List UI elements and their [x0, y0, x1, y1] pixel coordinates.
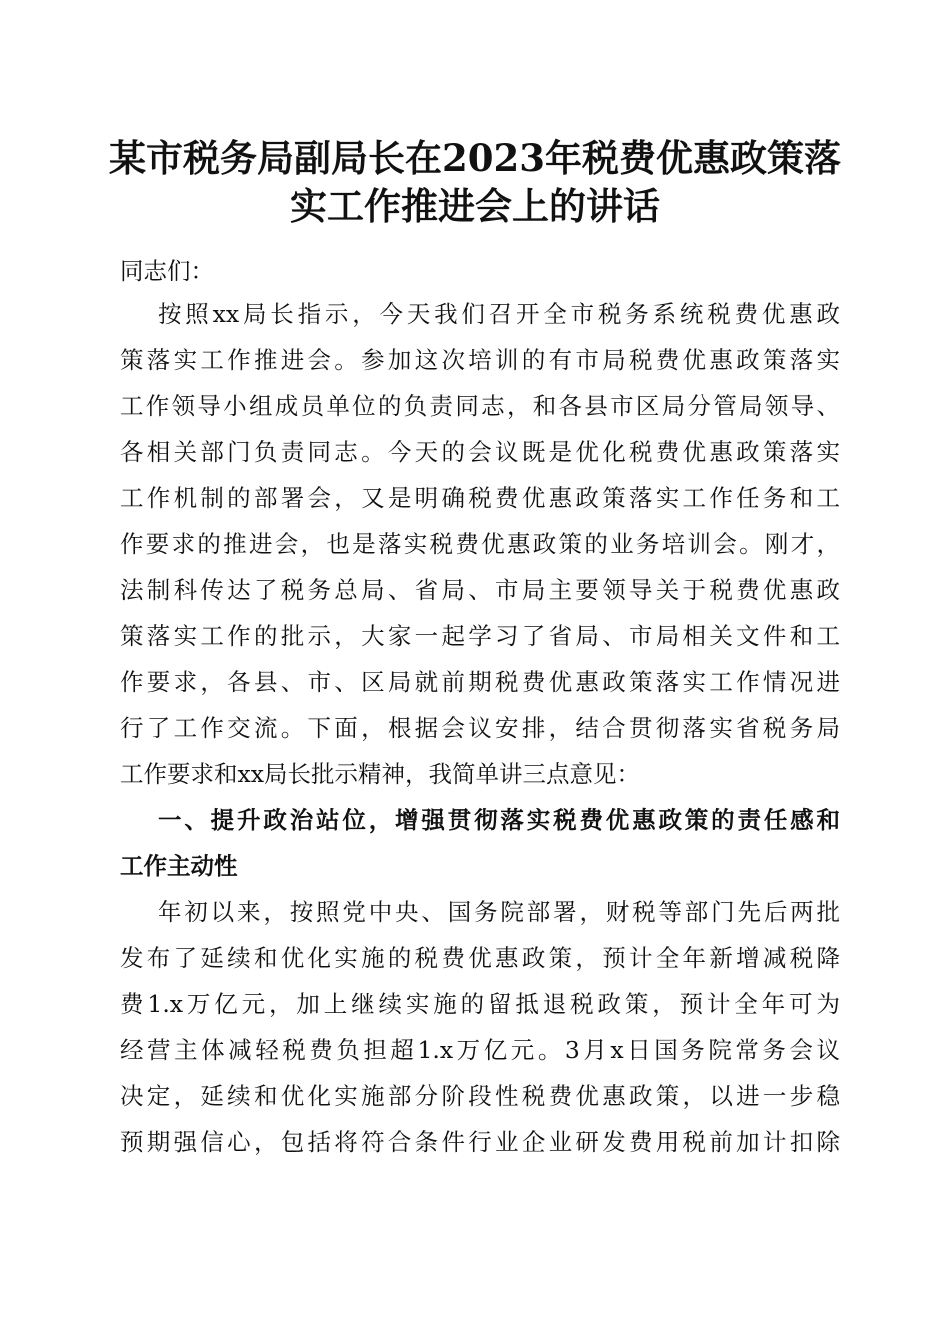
paragraph-1-line: 按照xx局长指示，今天我们召开全市税务系统税费优惠政: [158, 300, 840, 328]
document-title: [100, 134, 850, 230]
paragraph-1-line: 工作要求和xx局长批示精神，我简单讲三点意见：: [120, 760, 641, 788]
title-line-1: 某市税务局副局长在2023年税费优惠政策落: [109, 136, 841, 180]
section-heading-line: 工作主动性: [120, 852, 238, 880]
paragraph-2-line: 年初以来，按照党中央、国务院部署，财税等部门先后两批: [158, 898, 840, 926]
paragraph-1-line: 策落实工作的批示，大家一起学习了省局、市局相关文件和工: [120, 622, 840, 650]
paragraph-2-line: 决定，延续和优化实施部分阶段性税费优惠政策，以进一步稳: [120, 1082, 840, 1110]
paragraph-2-line: 发布了延续和优化实施的税费优惠政策，预计全年新增减税降: [120, 944, 840, 972]
paragraph-2: [120, 889, 840, 1165]
salutation: 同志们：: [120, 257, 214, 285]
paragraph-2-line: 预期强信心，包括将符合条件行业企业研发费用税前加计扣除: [120, 1128, 840, 1156]
paragraph-1-line: 法制科传达了税务总局、省局、市局主要领导关于税费优惠政: [120, 576, 840, 604]
paragraph-1-line: 行了工作交流。下面，根据会议安排，结合贯彻落实省税务局: [120, 714, 840, 742]
paragraph-2-line: 费1.x万亿元，加上继续实施的留抵退税政策，预计全年可为: [120, 990, 840, 1018]
paragraph-1-line: 策落实工作推进会。参加这次培训的有市局税费优惠政策落实: [120, 346, 840, 374]
section-heading-1: [120, 797, 840, 889]
title-line-2: 实工作推进会上的讲话: [290, 184, 660, 228]
paragraph-1-line: 作要求，各县、市、区局就前期税费优惠政策落实工作情况进: [120, 668, 840, 696]
paragraph-1: [120, 291, 840, 797]
section-heading-line: 一、提升政治站位，增强贯彻落实税费优惠政策的责任感和: [158, 806, 840, 834]
paragraph-1-line: 各相关部门负责同志。今天的会议既是优化税费优惠政策落实: [120, 438, 840, 466]
paragraph-1-line: 作要求的推进会，也是落实税费优惠政策的业务培训会。刚才，: [120, 530, 840, 558]
paragraph-1-line: 工作领导小组成员单位的负责同志，和各县市区局分管局领导、: [120, 392, 840, 420]
paragraph-1-line: 工作机制的部署会，又是明确税费优惠政策落实工作任务和工: [120, 484, 840, 512]
paragraph-2-line: 经营主体减轻税费负担超1.x万亿元。3月x日国务院常务会议: [120, 1036, 840, 1064]
document-body: [120, 248, 840, 1165]
